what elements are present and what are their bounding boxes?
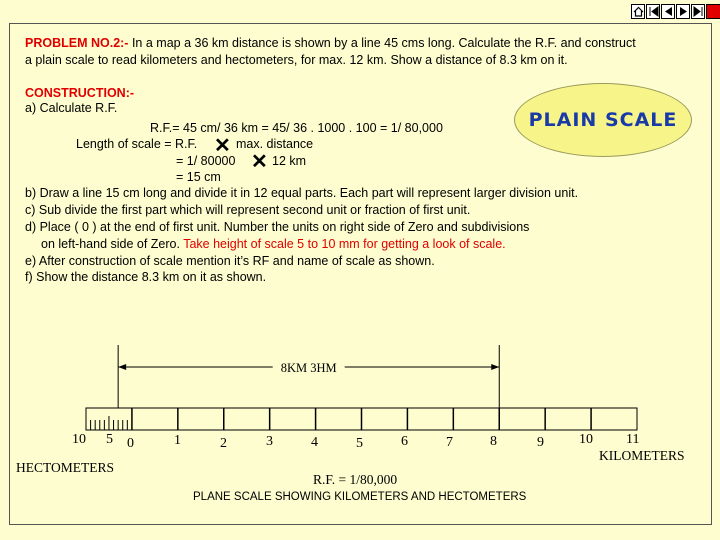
kilometers-label: KILOMETERS <box>599 448 685 463</box>
step-b: b) Draw a line 15 cm long and divide it in 12 equal parts. Each part will represent larger division unit. <box>25 186 579 200</box>
problem-statement-line-2: a plain scale to read kilometers and hectometers, for max. 12 km. Show a distance of 8.3 km on it. <box>25 53 568 67</box>
km-label-5: 5 <box>356 436 363 451</box>
step-c: c) Sub divide the first part which will represent second unit or fraction of first unit. <box>25 203 471 217</box>
dimension-arrow-right <box>491 364 499 370</box>
length-of-scale-label: Length of scale = R.F. <box>76 137 198 151</box>
length-equation-1: = 1/ 80000 <box>176 154 236 168</box>
km-label-4: 4 <box>311 435 318 450</box>
step-e: e) After construction of scale mention it’s RF and name of scale as shown. <box>25 254 435 268</box>
left-label-5: 5 <box>106 432 113 447</box>
scale-caption: PLANE SCALE SHOWING KILOMETERS AND HECTOMETERS <box>193 491 527 503</box>
km-label-11: 11 <box>626 432 640 447</box>
hectometers-label: HECTOMETERS <box>16 460 115 475</box>
step-d-line-1: d) Place ( 0 ) at the end of first unit. Number the units on right side of Zero and subdivisions <box>25 220 530 234</box>
km-label-6: 6 <box>401 434 408 449</box>
distance-label: 8KM 3HM <box>280 361 337 375</box>
dimension-arrow-left <box>118 364 126 370</box>
scale-dynamic <box>91 345 591 430</box>
construction-heading: CONSTRUCTION:- <box>25 86 135 100</box>
multiply-icon: ✕ <box>251 151 268 173</box>
km-label-8: 8 <box>490 434 497 449</box>
left-label-10: 10 <box>72 432 86 447</box>
multiply-icon: ✕ <box>214 135 231 157</box>
length-equation-1-b: 12 km <box>272 154 307 168</box>
step-d-text: on left-hand side of Zero. <box>41 237 184 251</box>
km-label-1: 1 <box>174 433 181 448</box>
rf-label: R.F. = 1/80,000 <box>313 472 398 487</box>
km-label-10: 10 <box>579 432 593 447</box>
km-label-3: 3 <box>266 434 273 449</box>
km-label-2: 2 <box>220 436 227 451</box>
step-d-note: Take height of scale 5 to 10 mm for getting a look of scale. <box>183 237 506 251</box>
step-a: a) Calculate R.F. <box>25 101 118 115</box>
length-equation-2: = 15 cm <box>176 170 221 184</box>
length-of-scale-rest: max. distance <box>236 137 314 151</box>
plain-scale-badge: PLAIN SCALE <box>514 83 692 157</box>
problem-text-1: In a map a 36 km distance is shown by a line 45 cms long. Calculate the R.F. and construct <box>128 36 636 50</box>
zero-label: 0 <box>127 436 134 451</box>
problem-label: PROBLEM NO.2:- <box>25 36 129 50</box>
km-label-9: 9 <box>537 435 544 450</box>
km-label-7: 7 <box>446 435 453 450</box>
step-f: f) Show the distance 8.3 km on it as shown. <box>25 270 267 284</box>
rf-calculation: R.F.= 45 cm/ 36 km = 45/ 36 . 1000 . 100 = 1/ 80,000 <box>150 121 443 135</box>
